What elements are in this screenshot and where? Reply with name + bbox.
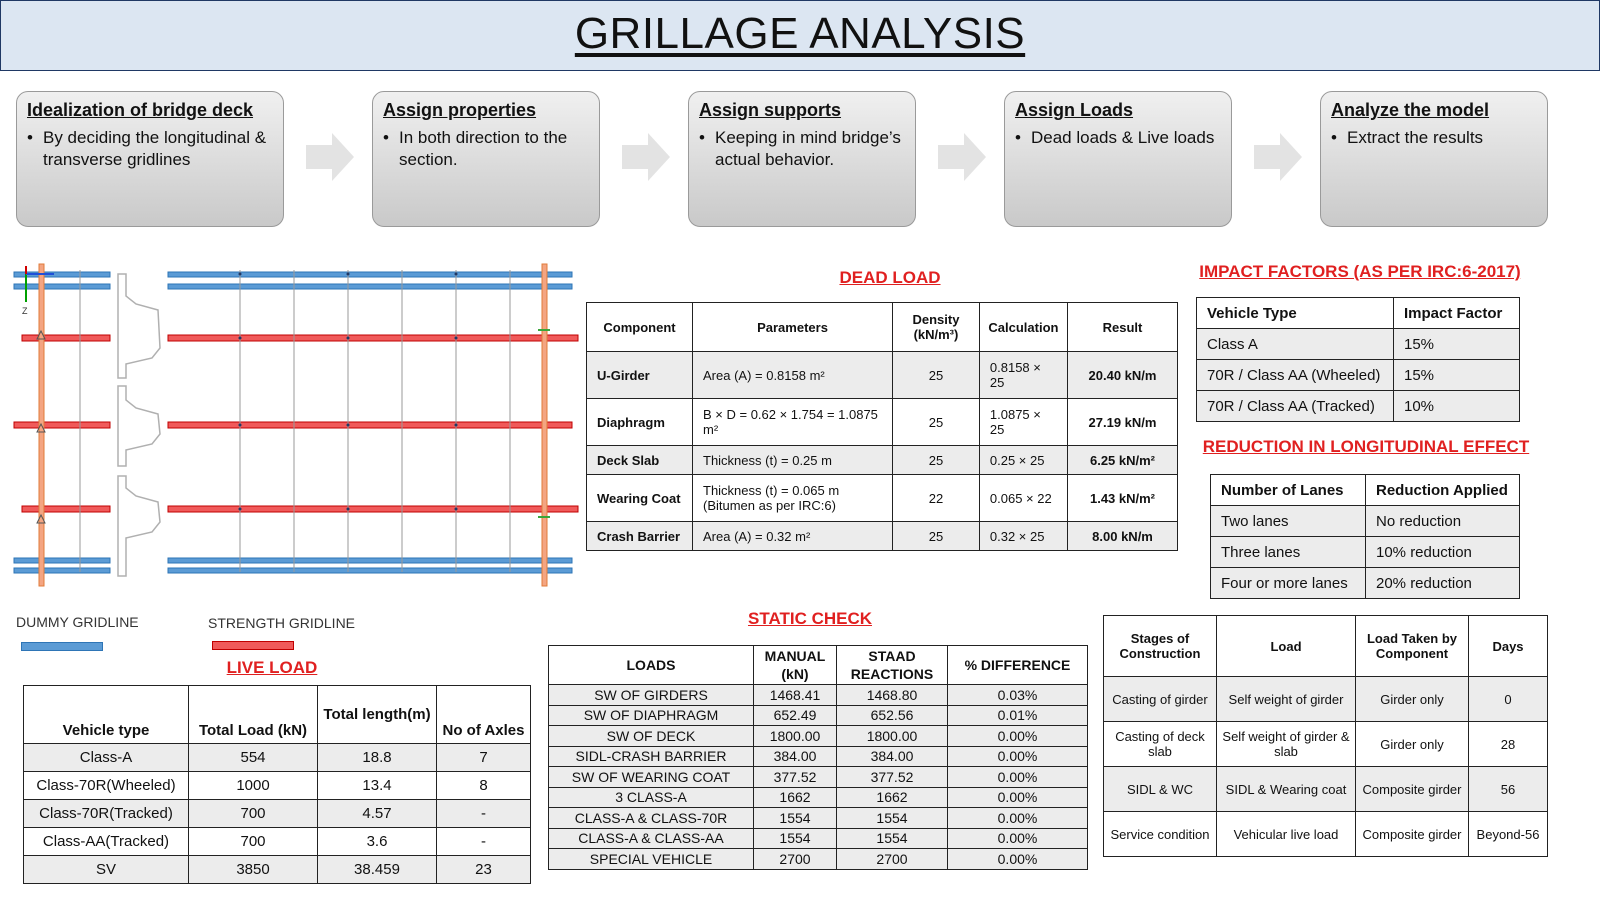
live-load-table	[23, 685, 531, 884]
table-row: Crash Barrier Area (A) = 0.32 m² 25 0.32 × 25 8.00 kN/m	[587, 522, 1178, 551]
step-title: Assign properties	[383, 100, 537, 120]
flow-arrow-icon	[304, 131, 356, 183]
static-check-header: MANUAL (kN)	[754, 646, 837, 685]
table-row: Two lanes No reduction	[1211, 506, 1520, 537]
reduction-title: REDUCTION IN LONGITUDINAL EFFECT	[1202, 437, 1530, 456]
table-row: 70R / Class AA (Wheeled) 15%	[1197, 360, 1520, 391]
process-step-supports	[688, 91, 916, 227]
table-row: SW OF DECK 1800.00 1800.00 0.00%	[549, 726, 1088, 747]
static-check-header: % DIFFERENCE	[948, 646, 1088, 685]
flow-arrow-icon	[936, 131, 988, 183]
legend-dummy-label: DUMMY GRIDLINE	[16, 614, 139, 630]
stages-header: Load Taken by Component	[1356, 616, 1469, 677]
legend-strength-label: STRENGTH GRIDLINE	[208, 615, 356, 631]
dead-load-header: Component	[587, 303, 693, 352]
axis-label-z: Z	[22, 306, 28, 316]
table-row: Class-70R(Tracked) 700 4.57 -	[24, 800, 531, 828]
step-description: • Keeping in mind bridge’s actual behavior.	[699, 128, 901, 169]
dead-load-header: Calculation	[979, 303, 1067, 352]
reduction-header: Reduction Applied	[1366, 475, 1520, 506]
dead-load-table	[586, 302, 1178, 551]
table-row: Three lanes 10% reduction	[1211, 537, 1520, 568]
table-row: Casting of girder Self weight of girder Girder only 0	[1104, 677, 1548, 722]
live-load-header: Vehicle type	[24, 686, 189, 744]
table-row: Class-70R(Wheeled) 1000 13.4 8	[24, 772, 531, 800]
title-banner	[0, 0, 1600, 71]
table-row: Class-AA(Tracked) 700 3.6 -	[24, 828, 531, 856]
table-row: SW OF WEARING COAT 377.52 377.52 0.00%	[549, 767, 1088, 788]
stages-header: Load	[1217, 616, 1356, 677]
flow-arrow-icon	[1252, 131, 1304, 183]
table-row: Class A 15%	[1197, 329, 1520, 360]
step-title: Idealization of bridge deck	[27, 100, 254, 120]
construction-stages-table	[1103, 615, 1548, 857]
step-title: Assign Loads	[1015, 100, 1134, 120]
table-row: SPECIAL VEHICLE 2700 2700 0.00%	[549, 849, 1088, 870]
process-step-idealization	[16, 91, 284, 227]
table-row: Casting of deck slab Self weight of girder & slab Girder only 28	[1104, 722, 1548, 767]
step-description: • In both direction to the section.	[383, 128, 568, 169]
process-step-properties	[372, 91, 600, 227]
reduction-table	[1210, 474, 1520, 599]
legend-dummy-swatch	[21, 642, 103, 651]
step-title: Analyze the model	[1331, 100, 1490, 120]
table-row: Diaphragm B × D = 0.62 × 1.754 = 1.0875 m² 25 1.0875 × 25 27.19 kN/m	[587, 399, 1178, 446]
table-row: SW OF DIAPHRAGM 652.49 652.56 0.01%	[549, 705, 1088, 726]
step-description: • Dead loads & Live loads	[1015, 128, 1215, 147]
stages-header: Stages of Construction	[1104, 616, 1217, 677]
table-row: Service condition Vehicular live load Composite girder Beyond-56	[1104, 812, 1548, 857]
dead-load-header: Parameters	[693, 303, 893, 352]
step-description: • By deciding the longitudinal & transverse gridlines	[27, 128, 267, 169]
static-check-header: STAAD REACTIONS	[837, 646, 948, 685]
impact-factors-title: IMPACT FACTORS (AS PER IRC:6-2017)	[1199, 262, 1521, 281]
reduction-header: Number of Lanes	[1211, 475, 1366, 506]
static-check-table	[548, 645, 1088, 870]
process-step-loads	[1004, 91, 1232, 227]
stages-header: Days	[1469, 616, 1548, 677]
table-row: CLASS-A & CLASS-AA 1554 1554 0.00%	[549, 828, 1088, 849]
live-load-header: No of Axles	[437, 686, 531, 744]
impact-factors-table	[1196, 297, 1520, 422]
step-title: Assign supports	[699, 100, 842, 120]
page-title: GRILLAGE ANALYSIS	[574, 9, 1026, 58]
legend-strength-swatch	[212, 641, 294, 650]
dead-load-title: DEAD LOAD	[839, 268, 941, 287]
table-row: Four or more lanes 20% reduction	[1211, 568, 1520, 599]
table-row: Wearing Coat Thickness (t) = 0.065 m (Bitumen as per IRC:6) 22 0.065 × 22 1.43 kN/m²	[587, 475, 1178, 522]
table-row: SV 3850 38.459 23	[24, 856, 531, 884]
impact-header: Vehicle Type	[1197, 298, 1394, 329]
dead-load-header: Density (kN/m³)	[893, 303, 980, 352]
flow-arrow-icon	[620, 131, 672, 183]
table-row: Class-A 554 18.8 7	[24, 744, 531, 772]
step-description: • Extract the results	[1331, 128, 1484, 147]
table-row: SW OF GIRDERS 1468.41 1468.80 0.03%	[549, 685, 1088, 706]
static-check-header: LOADS	[549, 646, 754, 685]
table-row: SIDL & WC SIDL & Wearing coat Composite girder 56	[1104, 767, 1548, 812]
table-row: 70R / Class AA (Tracked) 10%	[1197, 391, 1520, 422]
table-row: SIDL-CRASH BARRIER 384.00 384.00 0.00%	[549, 746, 1088, 767]
grillage-model-diagram	[10, 260, 585, 595]
live-load-title: LIVE LOAD	[226, 658, 318, 677]
dead-load-header: Result	[1068, 303, 1178, 352]
process-step-analyze	[1320, 91, 1548, 227]
impact-header: Impact Factor	[1394, 298, 1520, 329]
table-row: U-Girder Area (A) = 0.8158 m² 25 0.8158 × 25 20.40 kN/m	[587, 352, 1178, 399]
live-load-header: Total Load (kN)	[189, 686, 318, 744]
table-row: Deck Slab Thickness (t) = 0.25 m 25 0.25 × 25 6.25 kN/m²	[587, 446, 1178, 475]
table-row: CLASS-A & CLASS-70R 1554 1554 0.00%	[549, 808, 1088, 829]
static-check-title: STATIC CHECK	[747, 609, 873, 628]
live-load-header: Total length(m)	[318, 686, 437, 744]
table-row: 3 CLASS-A 1662 1662 0.00%	[549, 787, 1088, 808]
